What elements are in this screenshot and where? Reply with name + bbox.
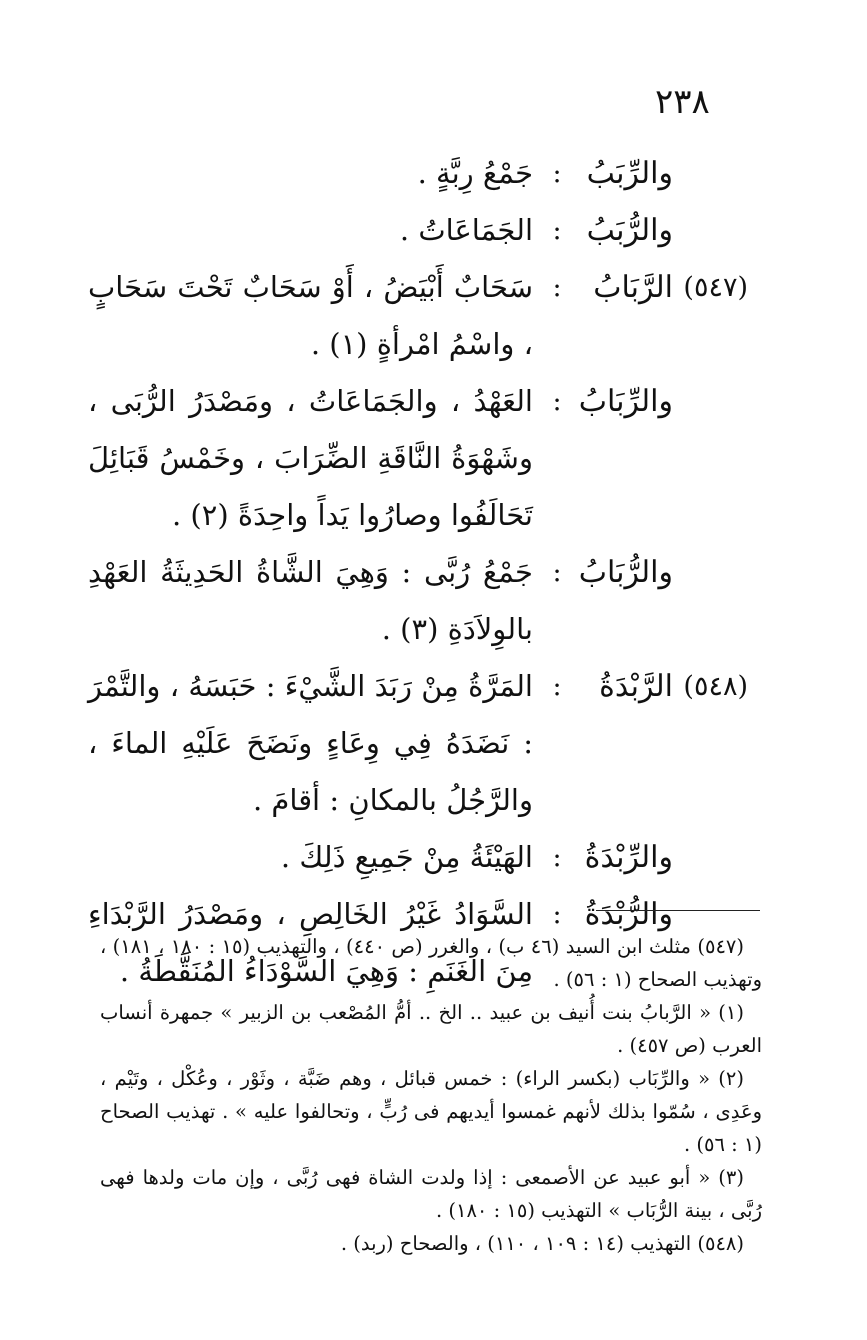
entry-definition: جَمْعُ رُبَّى : وَهِيَ الشَّاةُ الحَدِيثَةُ العَهْدِ بالوِلاَدَةِ (٣) . bbox=[88, 555, 533, 646]
entry bbox=[88, 145, 748, 202]
entry-definition: المَرَّةُ مِنْ رَبَدَ الشَّيْءَ : حَبَسَهُ ، والتَّمْرَ : نَضَدَهُ فِي وِعَاءٍ ونَضَحَ عَلَيْهِ الماءَ ، والرَّجُلُ بالمكانِ : أقامَ . bbox=[88, 669, 533, 817]
entry bbox=[88, 544, 748, 658]
entry bbox=[88, 259, 748, 373]
dictionary-entries bbox=[88, 145, 748, 1000]
footnote-divider bbox=[596, 910, 760, 911]
footnotes bbox=[100, 930, 762, 1260]
footnote: (١) « الرَّبابُ بنت أُنيف بن عبيد .. الخ .. أمُّ المُصْعب بن الزبير » جمهرة أنساب العرب (ص ٤٥٧) . bbox=[100, 1001, 762, 1057]
entry-headword: والرُّبَبُ bbox=[586, 213, 673, 248]
footnote: (٣) « أبو عبيد عن الأصمعى : إذا ولدت الشاة فهى رُبَّى ، وإن مات ولدها فهى رُبَّى ، بينة الرُّبَاب » التهذيب (١٥ : ١٨٠) . bbox=[100, 1166, 762, 1222]
entry-headword: والرُّبَابُ bbox=[578, 555, 673, 590]
entry bbox=[88, 202, 748, 259]
entry-definition: الجَمَاعَاتُ . bbox=[399, 213, 533, 247]
footnote: (٢) « والرِّبَاب (بكسر الراء) : خمس قبائل ، وهم ضَبَّة ، وثَوْر ، وعُكْل ، وتَيْم ، وعَدِى ، سُمّوا بذلك لأنهم غمسوا أيديهم فى رُبٍّ ، وتحالفوا عليه » . تهذيب الصحاح (١ : ٥٦) . bbox=[100, 1067, 762, 1156]
entry-definition: الهَيْئَةُ مِنْ جَمِيعِ ذَلِكَ . bbox=[280, 840, 533, 874]
entry bbox=[88, 373, 748, 544]
entry-definition: جَمْعُ رِبَّةٍ . bbox=[417, 156, 533, 190]
entry-separator: : bbox=[552, 158, 562, 189]
entry-headword: والرِّبَابُ bbox=[578, 384, 673, 419]
entry bbox=[88, 829, 748, 886]
entry-separator: : bbox=[552, 557, 562, 588]
entry-headword: والرُّبْدَةُ bbox=[584, 897, 673, 932]
entry-separator: : bbox=[552, 842, 562, 873]
footnote: (٥٤٧) مثلث ابن السيد (٤٦ ب) ، والغرر (ص ٤٤٠) ، والتهذيب (١٥ : ١٨٠ ، ١٨١) ، وتهذيب الصحاح (١ : ٥٦) . bbox=[100, 935, 762, 991]
entry-headword: والرِّبَبُ bbox=[586, 156, 673, 191]
entry-separator: : bbox=[552, 215, 562, 246]
entry-headword: الرَّبَابُ bbox=[593, 270, 673, 305]
entry-number: (٥٤٨) bbox=[683, 671, 748, 702]
entry-definition: السَّوَادُ غَيْرُ الخَالِصِ ، ومَصْدَرُ الرَّبْدَاءِ مِنَ الغَنَمِ : وَهِيَ السَّوْدَاءُ المُنَقَّطَةُ . bbox=[88, 897, 533, 988]
entry-headword: الرَّبْدَةُ bbox=[599, 669, 673, 704]
footnote: (٥٤٨) التهذيب (١٤ : ١٠٩ ، ١١٠) ، والصحاح (ربد) . bbox=[340, 1232, 744, 1255]
entry-separator: : bbox=[552, 899, 562, 930]
entry-number: (٥٤٧) bbox=[683, 272, 748, 303]
entry-definition: العَهْدُ ، والجَمَاعَاتُ ، ومَصْدَرُ الرُّبَى ، وشَهْوَةُ النَّاقَةِ الضِّرَابَ ، وخَمْسُ قَبَائِلَ تَحَالَفُوا وصارُوا يَداً واحِدَةً (٢) . bbox=[88, 384, 533, 532]
entry-separator: : bbox=[552, 671, 562, 702]
entry-headword: والرِّبْدَةُ bbox=[584, 840, 673, 875]
page-number: ٢٣٨ bbox=[655, 82, 710, 122]
entry bbox=[88, 658, 748, 829]
entry-definition: سَحَابٌ أَبْيَضُ ، أَوْ سَحَابٌ تَحْتَ سَحَابٍ ، واسْمُ امْرأةٍ (١) . bbox=[88, 270, 533, 361]
entry-separator: : bbox=[552, 272, 562, 303]
entry-separator: : bbox=[552, 386, 562, 417]
